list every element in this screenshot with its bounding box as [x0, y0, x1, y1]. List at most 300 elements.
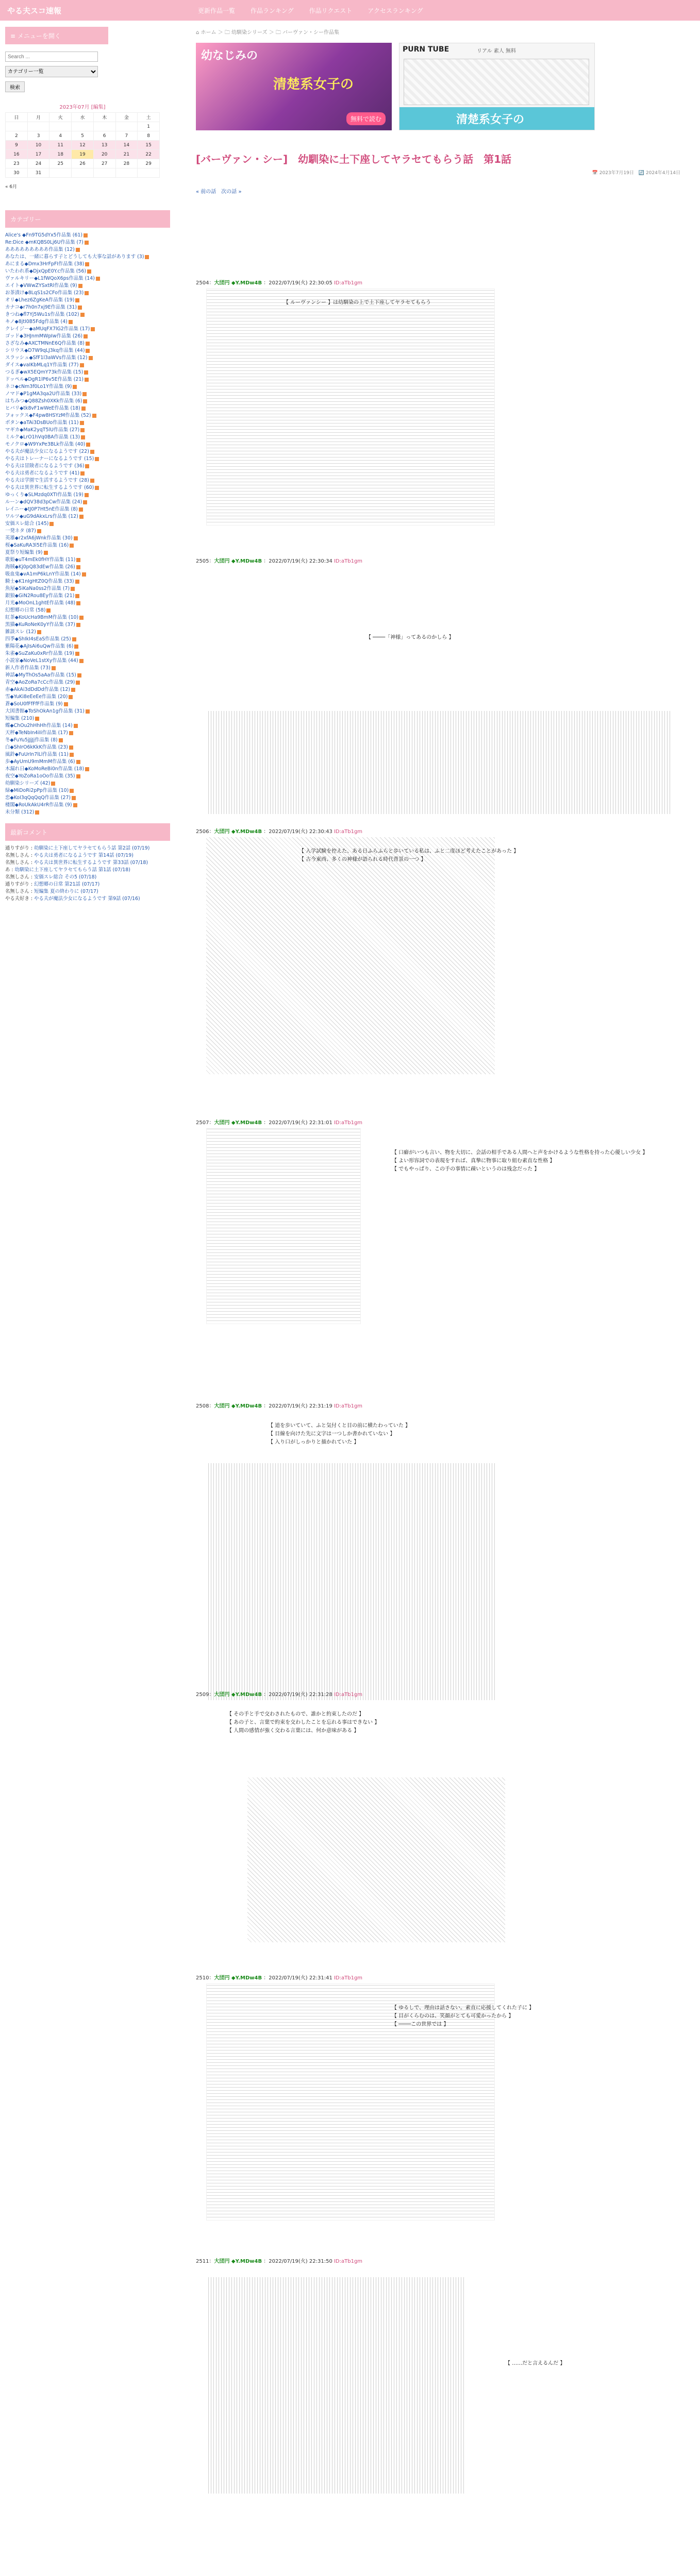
category-item[interactable]: Re:Dice ◆mKQBS0Lj6U作品集 (7) [5, 239, 170, 246]
ascii-art-illustration [206, 711, 670, 814]
category-item[interactable]: オリ◆Lhez6ZgKeA作品集 (19) [5, 297, 170, 304]
rss-icon[interactable] [70, 789, 74, 793]
recent-comment [5, 852, 170, 859]
calendar-day [115, 168, 138, 178]
category-item[interactable]: 海賊◆Kj0pQ83dEw作品集 (26) [5, 564, 170, 571]
calendar-day[interactable]: 18 [49, 150, 72, 159]
category-item[interactable]: 恋◆KoI3qQqQqQ作品集 (27) [5, 794, 170, 802]
post-number[interactable]: 2511： [196, 2259, 214, 2264]
category-item[interactable]: 雪◆YuKi8eEeEe作品集 (20) [5, 693, 170, 701]
category-item[interactable]: 小説家◆NoVeL1stXy作品集 (44) [5, 657, 170, 665]
comment-link[interactable]: やる夫は異世界に転生するようです 第33話 (07/18) [34, 860, 148, 866]
ascii-art-illustration [247, 1777, 505, 1942]
category-item[interactable]: 幼馴染シリーズ (42) [5, 780, 170, 787]
calendar-day[interactable]: 3 [27, 131, 49, 141]
rss-icon[interactable] [83, 399, 87, 403]
rss-icon[interactable] [79, 507, 83, 512]
calendar-day [115, 122, 138, 131]
post-id: ID:aTb1gm [334, 1975, 363, 1981]
recent-comment [5, 867, 170, 874]
category-item[interactable]: 紫陽花◆AjIsAi6uQw作品集 (6) [5, 643, 170, 650]
calendar-day[interactable]: 7 [115, 131, 138, 141]
rss-icon[interactable] [71, 688, 75, 692]
rss-icon[interactable] [84, 334, 88, 338]
rss-icon[interactable] [72, 796, 76, 800]
category-item[interactable]: 桜◆SaKuRA3l5E作品集 (16) [5, 542, 170, 549]
comment-link[interactable]: やる夫が魔法少女になるようです 第9話 (07/16) [34, 896, 140, 902]
calendar-day[interactable]: 11 [49, 141, 72, 150]
category-item[interactable]: 英雄◆r2xfA6jWnk作品集 (30) [5, 535, 170, 542]
rss-icon[interactable] [82, 572, 86, 577]
post-number[interactable]: 2504： [196, 280, 214, 286]
calendar-day[interactable]: 4 [49, 131, 72, 141]
post-caption: 【 ゆるしで、理由は話さない。素直に応援してくれた子に 】 [392, 2005, 535, 2011]
calendar-day[interactable]: 5 [72, 131, 94, 141]
category-item[interactable]: ミルク◆LrO1hVq0BA作品集 (13) [5, 434, 170, 441]
category-item[interactable]: ゴッド◆3HJnmMWpIw作品集 (26) [5, 333, 170, 340]
rss-icon[interactable] [52, 666, 56, 670]
post-header [196, 1118, 680, 1126]
rss-icon[interactable] [69, 731, 73, 735]
calendar-day[interactable]: 25 [49, 159, 72, 168]
rss-icon[interactable] [76, 774, 80, 778]
post-caption: 【 ────この世界では 】 [392, 2022, 449, 2027]
rss-icon[interactable] [70, 753, 74, 757]
calendar-day[interactable]: 31 [27, 168, 49, 178]
calendar-day[interactable]: 8 [138, 131, 160, 141]
sidebar [0, 21, 175, 2576]
category-item[interactable]: 白◆ShIrO6kKkK作品集 (23) [5, 744, 170, 751]
post-number[interactable]: 2510： [196, 1975, 214, 1981]
post-author: 大団円 ◆Y.MDw4B [214, 829, 262, 835]
comment-link[interactable]: 安価スレ総合 その5 (07/18) [34, 874, 97, 880]
post-caption: 【 口癖がいつも言い、物を大切に、会話の相手である人間へと声をかけるような性格を持った心優しい少女 】 [392, 1150, 648, 1156]
rss-icon[interactable] [86, 349, 90, 353]
post-id: ID:aTb1gm [334, 280, 363, 286]
rss-icon[interactable] [80, 471, 85, 476]
post-id: ID:aTb1gm [334, 2259, 363, 2264]
category-item[interactable]: スラッシュ◆SfF1l3aWVs作品集 (12) [5, 354, 170, 362]
calendar-prev-link[interactable]: « 6月 [5, 184, 18, 190]
calendar-day[interactable]: 2 [6, 131, 28, 141]
comment-link[interactable]: 幼馴染に土下座してヤラセてもらう話 第1話 (07/18) [14, 867, 130, 873]
rss-icon[interactable] [95, 457, 99, 461]
rss-icon[interactable] [95, 486, 99, 490]
nav-item-ranking[interactable]: 作品ランキング [251, 7, 294, 14]
calendar-day[interactable]: 17 [27, 150, 49, 159]
rss-icon[interactable] [35, 717, 39, 721]
calendar-day[interactable]: 27 [93, 159, 115, 168]
calendar-weekday: 土 [138, 113, 160, 122]
rss-icon[interactable] [145, 255, 149, 259]
ascii-art-illustration [206, 1128, 361, 1324]
post-id: ID:aTb1gm [334, 1120, 363, 1126]
category-item[interactable]: 銀狼◆GiN2Rou8Ey作品集 (21) [5, 592, 170, 600]
category-item[interactable]: キノ◆8jtI0B5Fdg作品集 (4) [5, 318, 170, 326]
calendar-title[interactable]: 2023年07月 [編集] [59, 105, 106, 110]
calendar-day[interactable]: 19 [72, 150, 94, 159]
rss-icon[interactable] [86, 443, 90, 447]
nav-item-updates[interactable]: 更新作品一覧 [198, 7, 236, 14]
rss-icon[interactable] [37, 529, 41, 533]
rss-icon[interactable] [59, 738, 63, 742]
category-item[interactable]: ゆっくり◆SLMzdq0XTI作品集 (19) [5, 492, 170, 499]
post-number[interactable]: 2506： [196, 829, 214, 835]
category-box [5, 210, 170, 816]
rss-icon[interactable] [69, 695, 73, 699]
category-item[interactable]: 青空◆AoZoRa7cCc作品集 (29) [5, 679, 170, 686]
category-item[interactable]: フォックス◆F4pw8HSYzM作品集 (52) [5, 412, 170, 419]
category-item[interactable]: 楼閣◆RoUkAkU4rR作品集 (9) [5, 802, 170, 809]
post-author: 大団円 ◆Y.MDw4B [214, 1692, 262, 1698]
rss-icon[interactable] [73, 803, 77, 807]
recent-comments-box [5, 823, 170, 903]
rss-icon[interactable] [85, 241, 89, 245]
rss-icon[interactable] [73, 385, 77, 389]
rss-icon[interactable] [76, 558, 80, 562]
rss-icon[interactable] [96, 277, 100, 281]
category-item[interactable]: ボタン◆aTAi3DsBUo作品集 (11) [5, 419, 170, 427]
ad1-text-a: 幼なじみの [201, 49, 258, 62]
calendar-day [138, 168, 160, 178]
category-item[interactable]: 風鈴◆FuUrIn7lLl作品集 (11) [5, 751, 170, 758]
category-item[interactable]: 緑◆MiDoRi2pPp作品集 (10) [5, 787, 170, 794]
calendar-day[interactable]: 16 [6, 150, 28, 159]
category-item[interactable]: やる夫は冒険者になるようです (36) [5, 463, 170, 470]
category-item[interactable]: 夏祭り短編集 (9) [5, 549, 170, 556]
comment-link[interactable]: 幻想郷の日常 第21話 (07/17) [34, 882, 100, 887]
rss-icon[interactable] [78, 284, 82, 288]
rss-icon[interactable] [76, 565, 80, 569]
post-author: 大団円 ◆Y.MDw4B [214, 1975, 262, 1981]
category-item[interactable]: あにまる◆Dmx3HrFpFI作品集 (38) [5, 261, 170, 268]
calendar-day [49, 168, 72, 178]
rss-icon[interactable] [75, 298, 79, 302]
post-caption: 【 目線を向けた先に文字は一つしか書かれていない 】 [268, 1431, 395, 1437]
category-item[interactable]: 赤◆AkAi3dDdDd作品集 (12) [5, 686, 170, 693]
category-item[interactable]: 蒼◆SoU0fFfFfF作品集 (9) [5, 701, 170, 708]
post-caption: 【 でもやっぱり、この手の事情に疎いというのは残念だった 】 [392, 1166, 540, 1172]
rss-icon[interactable] [85, 378, 89, 382]
comment-link[interactable]: やる夫は勇者になるようです 第14話 (07/19) [34, 853, 134, 858]
calendar-day [6, 122, 28, 131]
category-item[interactable]: 天秤◆TeNbIn4iIi作品集 (17) [5, 730, 170, 737]
rss-icon[interactable] [51, 782, 55, 786]
rss-icon[interactable] [35, 810, 39, 815]
category-item[interactable]: 魚屋◆5iKaNa0ss2作品集 (7) [5, 585, 170, 592]
calendar-day[interactable]: 9 [6, 141, 28, 150]
calendar-day [72, 122, 94, 131]
rss-icon[interactable] [79, 616, 84, 620]
calendar-day[interactable]: 13 [93, 141, 115, 150]
category-item[interactable]: マギカ◆MaK2yqT5lU作品集 (27) [5, 427, 170, 434]
calendar-day [93, 122, 115, 131]
rss-icon[interactable] [84, 370, 88, 375]
category-item[interactable]: クレイジー◆aMUqFX7lG2作品集 (17) [5, 326, 170, 333]
category-item[interactable]: エイト◆VWwZYSxtRl作品集 (9) [5, 282, 170, 290]
ad1-read-button[interactable]: 無料で読む [346, 112, 386, 125]
category-list [5, 232, 170, 816]
rss-icon[interactable] [85, 464, 89, 468]
comment-link[interactable]: 幼馴染に土下座してヤラセてもらう話 第2話 (07/19) [34, 845, 150, 851]
rss-icon[interactable] [75, 580, 79, 584]
category-item[interactable]: ヒバリ◆tk8vF1wWeE作品集 (18) [5, 405, 170, 412]
post-caption: 【 目がくらむのは、笑顔がとても可愛かったから 】 [392, 2013, 514, 2019]
post-entry [196, 1690, 680, 1958]
post-entry [196, 278, 680, 546]
category-select[interactable] [5, 66, 98, 77]
breadcrumb[interactable]: ⌂ ホーム ＞ 🗀 幼馴染シリーズ ＞ 🗀 バーヴァン・シー作品集 [196, 30, 339, 36]
category-item[interactable]: 紅茶◆KoUcHa9BmM作品集 (10) [5, 614, 170, 621]
post-header [196, 1973, 680, 1981]
rss-icon[interactable] [69, 745, 73, 750]
post-entry [196, 556, 680, 824]
category-item[interactable]: ダイス◆vaIKbMLq1Y作品集 (77) [5, 362, 170, 369]
rss-icon[interactable] [81, 435, 85, 439]
post-header [196, 1690, 680, 1698]
rss-icon[interactable] [80, 421, 84, 425]
ad2-subtitle: リアル 素人 無料 [477, 48, 516, 54]
rss-icon[interactable] [76, 623, 80, 627]
ad1-text-b: 清楚系女子の [273, 77, 354, 92]
category-item[interactable]: 木漏れ日◆KoMoReBi0n作品集 (18) [5, 766, 170, 773]
category-item[interactable]: はちみつ◆Q88Zsh0XKk作品集 (6) [5, 398, 170, 405]
ad-banner [196, 43, 686, 130]
comment-link[interactable]: 短編集 夏の終わりに (07/17) [34, 889, 98, 894]
rss-icon[interactable] [82, 392, 87, 396]
post-caption: 【 古今東西、多くの神様が語られる時代背景の一つ 】 [299, 857, 426, 862]
category-item[interactable]: レイニー◆tJ0P7Ht5nE作品集 (8) [5, 506, 170, 513]
ad-image-1[interactable] [196, 43, 392, 130]
comment-author: 名無しさん : [5, 860, 34, 866]
search-input[interactable] [5, 52, 98, 62]
calendar-day[interactable]: 26 [72, 159, 94, 168]
category-item[interactable]: 朱雀◆SuZaKu0xRr作品集 (19) [5, 650, 170, 657]
rss-icon[interactable] [85, 262, 89, 266]
category-item[interactable]: やる夫は勇者になるようです (41) [5, 470, 170, 477]
category-item[interactable]: 月光◆MoOnL1ghtE作品集 (48) [5, 600, 170, 607]
category-item[interactable]: ネコ◆cNm3f0Lo1Y作品集 (9) [5, 383, 170, 391]
category-item[interactable]: Alice's ◆Fn9TG5dYx5作品集 (61) [5, 232, 170, 239]
category-item[interactable]: カナコ◆r7h0n7xj9E作品集 (31) [5, 304, 170, 311]
rss-icon[interactable] [37, 630, 41, 634]
site-header [0, 0, 700, 21]
rss-icon[interactable] [69, 320, 73, 324]
category-item[interactable]: さざなみ◆AXCTMNnE6Q作品集 (8) [5, 340, 170, 347]
rss-icon[interactable] [85, 291, 89, 295]
category-item[interactable]: ドッペル◆DgR1lP6v5E作品集 (21) [5, 376, 170, 383]
post-number[interactable]: 2505： [196, 558, 214, 564]
rss-icon[interactable] [76, 601, 80, 605]
calendar-day[interactable]: 12 [72, 141, 94, 150]
post-caption: 【 道を歩いていて、ふと気付くと目の前に横たわっていた 】 [268, 1423, 411, 1429]
rss-icon[interactable] [76, 248, 80, 252]
rss-icon[interactable] [44, 551, 48, 555]
category-item[interactable]: シリウス◆D7W9qLJ3kq作品集 (44) [5, 347, 170, 354]
ascii-art-illustration [206, 1463, 495, 1700]
calendar-day[interactable]: 6 [93, 131, 115, 141]
post-dates: 📅 2023年7月19日 🔄 2024年4月14日 [592, 171, 680, 176]
open-menu-button[interactable]: ≡ メニューを開く [5, 27, 108, 44]
calendar-day[interactable]: 21 [115, 150, 138, 159]
category-item[interactable]: 歩◆AyUmU9mMmM作品集 (6) [5, 758, 170, 766]
site-title[interactable]: やる夫スコ速報 [7, 6, 62, 15]
rss-icon[interactable] [74, 645, 78, 649]
category-item[interactable]: ノマド◆P1gMA3qa2U作品集 (33) [5, 391, 170, 398]
rss-icon[interactable] [79, 515, 84, 519]
calendar-weekday: 木 [93, 113, 115, 122]
rss-icon[interactable] [81, 406, 86, 411]
post-id: ID:aTb1gm [334, 1403, 363, 1409]
post-caption: 【 入学試験を控えた、ある日ふらふらと歩いている私は、ふと二度ほど考えたことがあった 】 [299, 849, 519, 854]
category-item[interactable]: 騎士◆K1nIgHtZ0Q作品集 (33) [5, 578, 170, 585]
post-number[interactable]: 2509： [196, 1692, 214, 1698]
rss-icon[interactable] [86, 342, 90, 346]
calendar [5, 103, 160, 178]
rss-icon[interactable] [91, 327, 95, 331]
calendar-day[interactable]: 14 [115, 141, 138, 150]
category-item[interactable]: いたわれ系◆DjxQpE0Y.c作品集 (56) [5, 268, 170, 275]
post-entry [196, 2257, 680, 2524]
post-header [196, 1401, 680, 1409]
top-nav [198, 6, 423, 15]
comment-author: 名無しさん : [5, 874, 34, 880]
category-item[interactable]: 歌姫◆uT4mEk0fHY作品集 (11) [5, 556, 170, 564]
calendar-day[interactable]: 29 [138, 159, 160, 168]
post-caption: 【 その手と手で交わされたもので、誰かと約束したのだ 】 [227, 1711, 364, 1717]
post-caption: 【 ……だと言えるんだ 】 [505, 2361, 565, 2366]
rss-icon[interactable] [89, 356, 93, 360]
rss-icon[interactable] [83, 500, 87, 504]
post-caption: 【 ルーヴァンシー 】は幼馴染の上で土下座してヤラセてもらう [284, 300, 431, 306]
rss-icon[interactable] [74, 724, 78, 728]
post-date: ：2022/07/19(火) 22:31:19 [262, 1403, 334, 1409]
ad-image-2[interactable] [399, 43, 595, 130]
category-item[interactable]: 吸血鬼◆vA1mP6kLnY作品集 (14) [5, 571, 170, 578]
rss-icon[interactable] [49, 522, 54, 526]
calendar-weekday: 水 [72, 113, 94, 122]
category-item[interactable]: 幻想郷の日常 (58) [5, 607, 170, 614]
rss-icon[interactable] [75, 652, 79, 656]
category-item[interactable]: 黒猫◆KuRoNeK0yY作品集 (37) [5, 621, 170, 629]
post-caption: 【 よい形容詞での表現をすれば、真摯に物事に取り組む素直な性格 】 [392, 1158, 555, 1164]
rss-icon[interactable] [92, 414, 96, 418]
rss-icon[interactable] [70, 544, 74, 548]
ad2-illustration [404, 59, 589, 105]
category-item[interactable]: 夜空◆YoZoRa1oOo作品集 (35) [5, 773, 170, 780]
category-item[interactable]: モノクロ◆W9YxPe3BLk作品集 (40) [5, 441, 170, 448]
rss-icon[interactable] [72, 637, 76, 641]
category-heading: カテゴリー [5, 210, 170, 228]
post-number[interactable]: 2507： [196, 1120, 214, 1126]
category-item[interactable]: 四季◆ShIkI4sEaS作品集 (25) [5, 636, 170, 643]
rss-icon[interactable] [87, 269, 91, 274]
category-item[interactable]: やる夫は学園で生活するようです (28) [5, 477, 170, 484]
category-item[interactable]: あああああああああ作品集 (12) [5, 246, 170, 253]
category-item[interactable]: あなたは、一緒に暮らす子とどうしても大事な話があります (3) [5, 253, 170, 261]
category-item[interactable]: 冬◆FuYu5jJjJj作品集 (8) [5, 737, 170, 744]
calendar-day[interactable]: 22 [138, 150, 160, 159]
nav-item-request[interactable]: 作品リクエスト [309, 7, 353, 14]
post-author: 大団円 ◆Y.MDw4B [214, 2259, 262, 2264]
category-item[interactable]: お茶漬け◆8LqS1s2CFo作品集 (23) [5, 290, 170, 297]
category-item[interactable]: やる夫はトレーナーになるようです (15) [5, 455, 170, 463]
rss-icon[interactable] [76, 681, 80, 685]
calendar-day[interactable]: 28 [115, 159, 138, 168]
ad2-logo: PURN TUBE [403, 45, 449, 54]
nav-item-access-ranking[interactable]: アクセスランキング [368, 7, 423, 14]
rss-icon[interactable] [80, 313, 85, 317]
calendar-day[interactable]: 24 [27, 159, 49, 168]
post-navigation[interactable]: « 前の話 次の話 » [196, 189, 242, 195]
calendar-day[interactable]: 10 [27, 141, 49, 150]
calendar-day[interactable]: 23 [6, 159, 28, 168]
category-item[interactable]: 安価スレ総合 (145) [5, 520, 170, 528]
category-item[interactable]: 蝶◆ChOu2hHhHh作品集 (14) [5, 722, 170, 730]
rss-icon[interactable] [85, 493, 89, 497]
category-item[interactable]: つるぎ◆wX5EQmY73k作品集 (15) [5, 369, 170, 376]
post-author: 大団円 ◆Y.MDw4B [214, 280, 262, 286]
category-item[interactable]: 一発ネタ (87) [5, 528, 170, 535]
category-item[interactable]: 雑談スレ (12) [5, 629, 170, 636]
rss-icon[interactable] [86, 709, 90, 714]
post-number[interactable]: 2508： [196, 1403, 214, 1409]
recent-comment [5, 845, 170, 852]
rss-icon[interactable] [76, 760, 80, 764]
calendar-day[interactable]: 15 [138, 141, 160, 150]
category-item[interactable]: ルーン◆dQV38d3pCw作品集 (24) [5, 499, 170, 506]
calendar-day[interactable]: 30 [6, 168, 28, 178]
rss-icon[interactable] [71, 587, 75, 591]
category-item[interactable]: 神話◆MyThOs5aAa作品集 (15) [5, 672, 170, 679]
calendar-day[interactable]: 1 [138, 122, 160, 131]
comment-author: 名無しさん : [5, 853, 34, 858]
category-item[interactable]: きつね◆fl7Yj5Wu1s作品集 (102) [5, 311, 170, 318]
rss-icon[interactable] [85, 767, 89, 771]
post-caption: 【 ────「神様」ってあるのかしら 】 [366, 635, 454, 640]
rss-icon[interactable] [79, 659, 84, 663]
rss-icon[interactable] [46, 608, 51, 613]
post-caption: 【 入り口がしっかりと描かれていた 】 [268, 1439, 359, 1445]
post-header [196, 827, 680, 835]
rss-icon[interactable] [77, 673, 81, 677]
rss-icon[interactable] [84, 233, 88, 238]
search-button[interactable]: 検索 [5, 81, 25, 92]
recent-comment [5, 888, 170, 895]
rss-icon[interactable] [75, 594, 79, 598]
category-item[interactable]: やる夫が魔法少女になるようです (22) [5, 448, 170, 455]
rss-icon[interactable] [78, 306, 82, 310]
category-item[interactable]: やる夫は異世界に転生するようです (60) [5, 484, 170, 492]
rss-icon[interactable] [90, 479, 94, 483]
category-item[interactable]: 新人作者作品集 (73) [5, 665, 170, 672]
rss-icon[interactable] [74, 536, 78, 540]
post-caption: 【 人間の感情が強く交わる言葉には、何か意味がある 】 [227, 1728, 359, 1734]
ascii-art-illustration [206, 289, 495, 526]
category-item[interactable]: 未分類 (312) [5, 809, 170, 816]
rss-icon[interactable] [64, 702, 68, 706]
category-item[interactable]: 短編集 (210) [5, 715, 170, 722]
category-item[interactable]: 大図書館◆ToShOkAn1g作品集 (31) [5, 708, 170, 715]
calendar-day [72, 168, 94, 178]
rss-icon[interactable] [90, 450, 94, 454]
category-item[interactable]: ヴァルキリー◆L1fWQoX6ps作品集 (14) [5, 275, 170, 282]
rss-icon[interactable] [80, 363, 84, 367]
calendar-day [27, 122, 49, 131]
rss-icon[interactable] [80, 428, 85, 432]
category-item[interactable]: ワルツ◆uG9dAkxLrs作品集 (12) [5, 513, 170, 520]
calendar-day[interactable]: 20 [93, 150, 115, 159]
